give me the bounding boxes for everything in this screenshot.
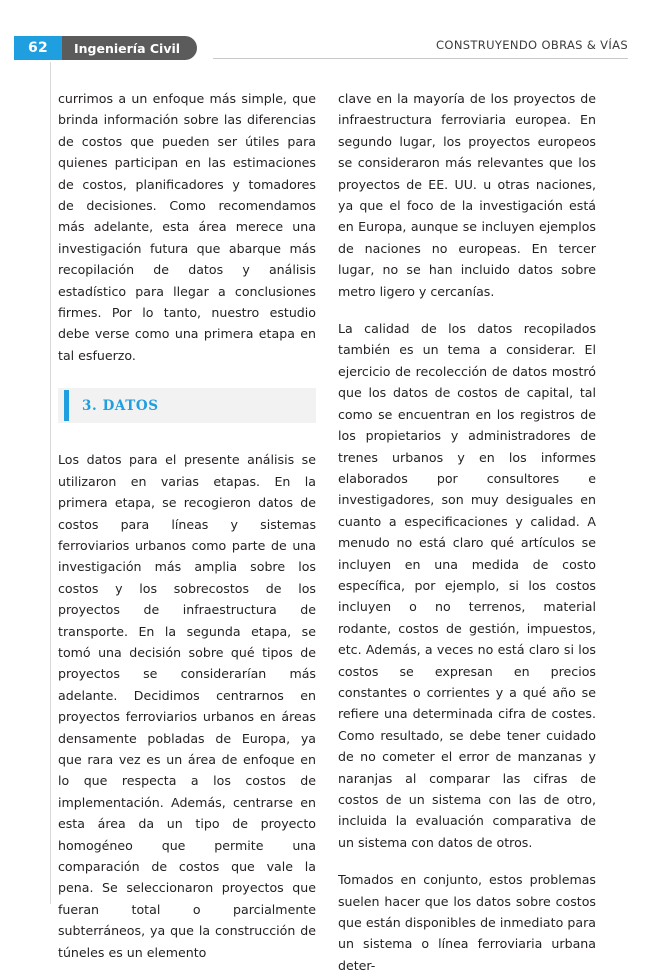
paragraph: La calidad de los datos recopilados también es un tema a considerar. El ejercicio de recolección de datos mostró que los datos de costos de capital, tal como se encuentran en los registros de los propietarios y administradores de trenes urbanos y en los informes elaborados por consultores e investigadores, son muy desiguales en cuanto a especificaciones y calidad. A menudo no está claro qué artículos se incluyen en una medida de costo específica, por ejemplo, si los costos incluyen o no terrenos, material rodante, costos de gestión, impuestos, etc. Además, a veces no está claro si los costos se expresan en precios constantes o corrientes y a qué año se refiere una determinada cifra de costes. Como resultado, se debe tener cuidado de no cometer el error de manzanas y naranjas al comparar las cifras de costos de un sistema con las de otro, incluida la evaluación comparativa de un sistema con datos de otros. [338, 321, 596, 850]
body-columns [0, 88, 650, 976]
running-title: CONSTRUYENDO OBRAS & VÍAS [436, 38, 628, 52]
paragraph: clave en la mayoría de los proyectos de infraestructura ferroviaria europea. En segundo lugar, los proyectos europeos se consideraron más relevantes que los proyectos de EE. UU. u otras naciones, ya que el foco de la investigación está en Europa, aunque se incluyen ejemplos de naciones no europeas. En tercer lugar, no se han incluido datos sobre metro ligero y cercanías. [338, 91, 596, 299]
page-number-badge: 62 [14, 36, 62, 60]
running-header [0, 36, 650, 60]
section-heading-datos [58, 388, 316, 423]
journal-name-tag: Ingeniería Civil [62, 36, 197, 60]
heading-accent-bar [64, 390, 69, 421]
section-heading-label: 3. DATOS [82, 397, 159, 414]
paragraph: Los datos para el presente análisis se utilizaron en varias etapas. En la primera etapa, se recogieron datos de costos para líneas y sistemas ferroviarios urbanos como parte de una investigación más amplia sobre los costos y los sobrecostos de los proyectos de infraestructura de transporte. En la segunda etapa, se tomó una decisión sobre qué tipos de proyectos se considerarían más adelante. Decidimos centrarnos en proyectos ferroviarios urbanos en áreas densamente pobladas de Europa, ya que rara vez es un área de enfoque en lo que respecta a los costos de implementación. Además, centrarse en esta área da un tipo de proyecto homogéneo que permite una comparación de costos que vale la pena. Se seleccionaron proyectos que fueran total o parcialmente subterráneos, ya que la construcción de túneles es un elemento [58, 452, 316, 960]
paragraph: currimos a un enfoque más simple, que brinda información sobre las diferencias de costos que pueden ser útiles para quienes participan en las estimaciones de costos, planificadores y tomadores de decisiones. Como recomendamos más adelante, esta área merece una investigación futura que abarque más recopilación de datos y análisis estadístico para llegar a conclusiones firmes. Por lo tanto, nuestro estudio debe verse como una primera etapa en tal esfuerzo. [58, 91, 316, 363]
header-divider-rule [213, 58, 628, 59]
paragraph: Tomados en conjunto, estos problemas suelen hacer que los datos sobre costos que están disponibles de inmediato para un sistema o línea ferroviaria urbana deter- [338, 872, 596, 973]
left-column [58, 88, 316, 976]
right-column [338, 88, 596, 976]
